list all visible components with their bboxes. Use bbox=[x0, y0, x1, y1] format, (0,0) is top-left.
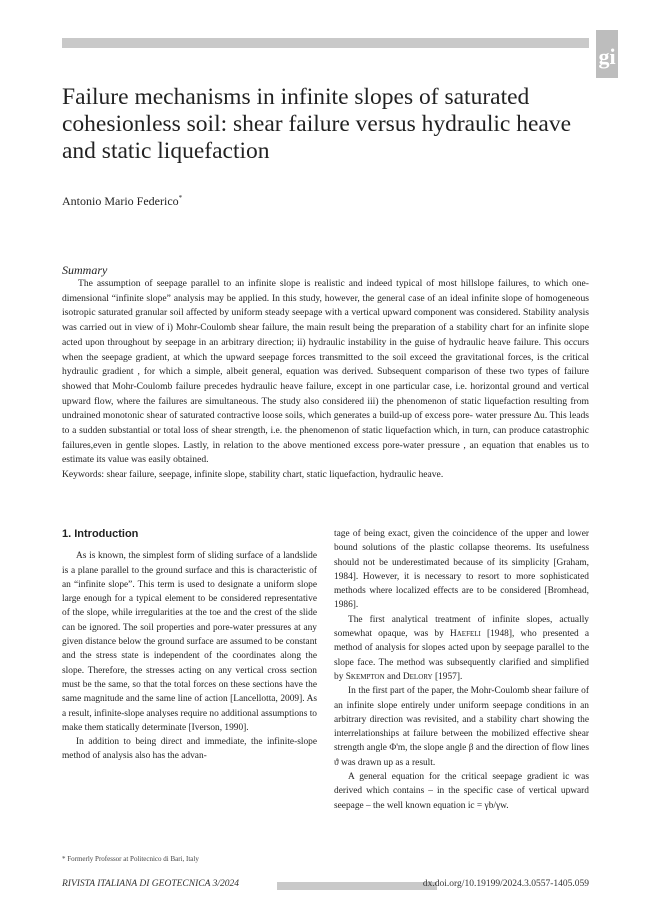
doi-link[interactable]: dx.doi.org/10.19199/2024.3.0557-1405.059 bbox=[422, 879, 589, 889]
right-column bbox=[334, 527, 589, 813]
author-ref-haefeli: Haefeli bbox=[449, 629, 481, 640]
intro-paragraph-6: A general equation for the critical seepage gradient ic was derived which contains – in the specific case of vertical upward seepage – the well known equation ic = γb/γw. bbox=[334, 772, 589, 811]
section-heading-introduction: 1. Introduction bbox=[62, 528, 139, 540]
text-span: [1957]. bbox=[432, 671, 463, 682]
text-span: The first analytical treatment of infinite slopes, actually somewhat opaque, was by bbox=[334, 614, 589, 640]
svg-text:gi: gi bbox=[598, 44, 616, 69]
footnote: * Formerly Professor at Politecnico di Bari, Italy bbox=[62, 855, 199, 863]
author-ref-skempton: Skempton bbox=[345, 671, 385, 682]
intro-paragraph-5: In the first part of the paper, the Mohr-Coulomb shear failure of an infinite slope entirely under uniform seepage conditions in an arbitrary direction was revisited, and a stability chart showing the interrelationships at failure between the mobilized effective shear strength angle Φ'm, the slope angle β and the direction of flow lines ϑ was drawn up as a result. bbox=[334, 686, 589, 768]
abstract-body: The assumption of seepage parallel to an infinite slope is realistic and indeed typical of most hillslope failures, to which one-dimensional “infinite slope” analysis may be applied. In this study, however, the general case of an ideal infinite slope of homogeneous isotropic saturated granular soil affected by uniform steady seepage with a vertical upward component was considered. Stability analysis was carried out in view of i) Mohr-Coulomb shear failure, the main result being the preparation of a stability chart for an infinite slope acted upon throughout by seepage in an arbitrary direction; ii) hydraulic instability in the guise of hydraulic heave failure. This occurs when the seepage gradient, at which the upward seepage forces transmitted to the soil exceed the gravitational forces, is the critical hydraulic gradient , for which a simple, albeit general, equation was derived. Subsequent comparison of these two types of failure showed that Mohr-Coulomb failure precedes hydraulic heave failure, except in one particular case, i.e. horizontal ground and vertical upward flow, where the failures are simultaneous. The study also considered iii) the phenomenon of static liquefaction resulting from undrained monotonic shear of saturated contractive loose soils, which generates a build-up of excess pore- water pressure Δu. This leads to a sudden substantial or total loss of shear strength, i.e. the phenomenon of static liquefaction which, in turn, can produce catastrophic failures,even in gentle slopes. Lastly, in relation to the above mentioned excess pore-water pressure , an equation that enables us to estimate its value was easily obtained. bbox=[62, 278, 589, 466]
intro-paragraph-3: tage of being exact, given the coincidence of the upper and lower bound solutions of the plastic collapse theorems. Its usefulness should not be underestimated because of its simplicity [Graham, 1984]. However, it is necessary to resort to more sophisticated methods where localized effects are to be considered [Bromhead, 1986]. bbox=[334, 529, 589, 611]
footer-bar bbox=[277, 882, 437, 890]
author-ref-delory: Delory bbox=[402, 671, 433, 682]
intro-paragraph-1: As is known, the simplest form of sliding surface of a landslide is a plane parallel to the ground surface and this is characteristic of an “infinite slope”. This term is used to designate a uniform slope large enough for a typical element to be considered representative of the slope, while irregularities at the toe and the crest of the slide can be ignored. The soil properties and pore-water pressures at any given distance below the ground surface are assumed to be constant and the stress state is independent of the coordinates along the slope. Therefore, the stresses acting on any vertical cross section must be the same, so that the total forces on these sections have the same magnitude and the same line of action [Lancellotta, 2009]. As a result, infinite-slope analyses require no additional assumptions to make them statically determinate [Iverson, 1990]. bbox=[62, 551, 317, 733]
keywords: Keywords: shear failure, seepage, infinite slope, stability chart, static liquefaction, hydraulic heave. bbox=[62, 469, 444, 481]
page-footer bbox=[62, 879, 589, 893]
journal-logo-icon bbox=[596, 30, 618, 78]
intro-paragraph-2: In addition to being direct and immediate, the infinite-slope method of analysis also has the advan- bbox=[62, 737, 317, 762]
author-name-text: Antonio Mario Federico bbox=[62, 194, 179, 208]
intro-paragraph-4 bbox=[334, 613, 589, 684]
header-bar bbox=[62, 38, 589, 48]
journal-name: RIVISTA ITALIANA DI GEOTECNICA 3/2024 bbox=[62, 879, 239, 889]
abstract bbox=[62, 277, 589, 483]
summary-heading: Summary bbox=[62, 263, 108, 277]
author-footnote-mark: * bbox=[178, 194, 183, 202]
paper-title: Failure mechanisms in infinite slopes of saturated cohesionless soil: shear failure versus hydraulic heave and static liquefaction bbox=[62, 84, 572, 164]
left-column bbox=[62, 527, 317, 764]
text-span: [1948], who presented a method of analysis for slopes acted upon by seepage parallel to the slope face. The method was subsequently clarified and simplified by bbox=[334, 629, 589, 682]
author-name bbox=[62, 194, 182, 209]
text-span: and bbox=[384, 671, 403, 682]
